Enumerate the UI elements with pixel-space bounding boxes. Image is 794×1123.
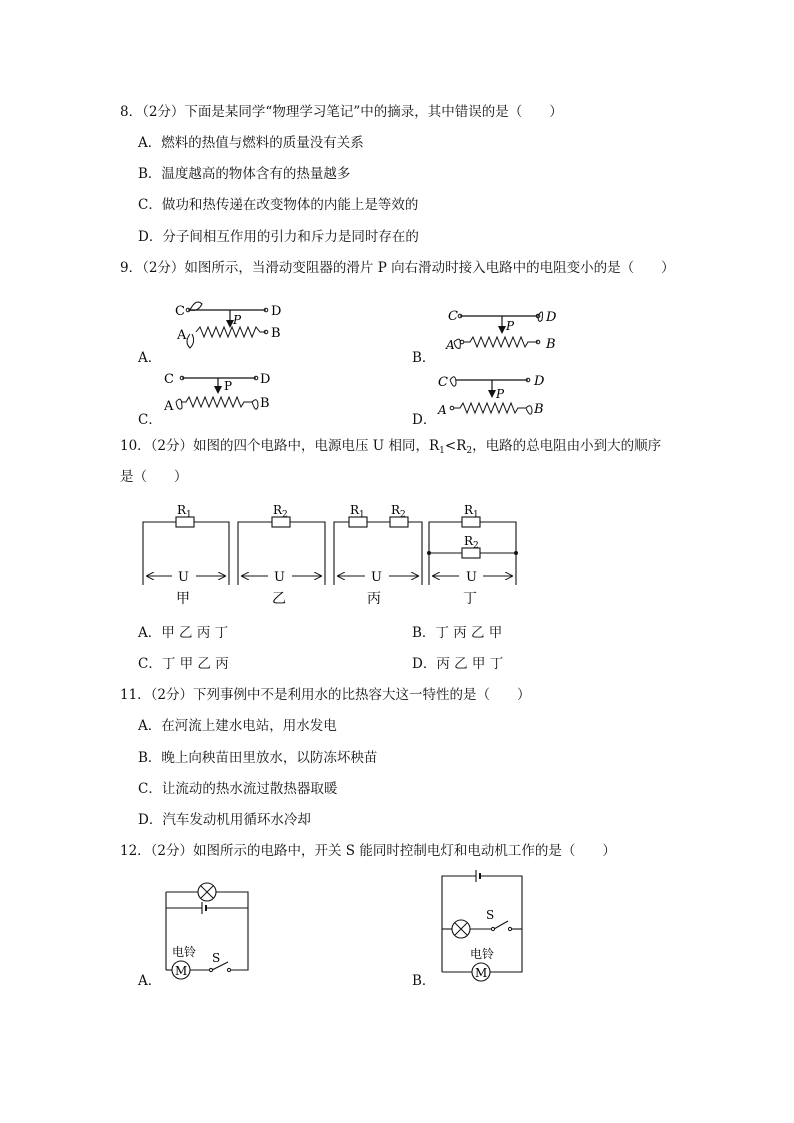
q8-option-b: B．温度越高的物体含有的热量越多 — [138, 166, 351, 182]
q9-rheostat-b — [440, 302, 570, 358]
circuit-jia — [143, 503, 229, 607]
motor-symbol: M — [175, 964, 188, 978]
circuit-name: 甲 — [176, 591, 190, 607]
resistor-label: $R_2$ — [391, 503, 406, 520]
label-p: P — [496, 387, 505, 401]
label-d: D — [546, 310, 557, 325]
battery-icon — [202, 902, 206, 914]
q12-circuit-b — [436, 868, 532, 980]
q9-rheostat-a — [160, 290, 290, 350]
battery-icon — [476, 870, 480, 882]
q8-option-a: A．燃料的热值与燃料的质量没有关系 — [138, 135, 364, 151]
motor-label: 电铃 — [470, 947, 495, 961]
q11-option-d: D．汽车发动机用循环水冷却 — [138, 812, 311, 828]
label-b: B — [260, 396, 270, 411]
label-d: D — [534, 374, 545, 389]
voltage-label: U — [466, 570, 477, 585]
q12-circuit-a — [160, 876, 256, 980]
lamp-icon — [452, 920, 470, 938]
voltage-label: U — [371, 570, 382, 585]
lamp-icon — [198, 883, 216, 901]
circuit-name: 乙 — [272, 591, 286, 607]
switch-icon — [491, 921, 511, 931]
q10-circuits — [138, 500, 530, 610]
voltage-label: U — [274, 570, 285, 585]
q8-option-d: D．分子间相互作用的引力和斥力是同时存在的 — [138, 229, 419, 245]
label-b: B — [546, 337, 556, 352]
q10-option-c: C．丁 甲 乙 丙 — [138, 656, 229, 672]
circuit-ding — [427, 503, 518, 607]
circuit-yi — [238, 503, 325, 607]
motor-icon — [172, 961, 190, 979]
q9-option-c: C． — [138, 412, 162, 428]
label-d: D — [260, 372, 271, 387]
q10-option-b: B．丁 丙 乙 甲 — [412, 625, 503, 641]
resistor-label: $R_2$ — [464, 534, 479, 551]
resistor-label: $R_2$ — [273, 503, 288, 520]
q11-option-c: C．让流动的热水流过散热器取暖 — [138, 781, 338, 797]
label-a: A — [177, 328, 187, 343]
label-b: B — [534, 402, 544, 417]
q10-stem: 10．（2分）如图的四个电路中，电源电压 U 相同，$R_1<R_2$，电路的总电阻由小到大的顺序 — [120, 438, 662, 456]
q9-option-d: D． — [412, 412, 437, 428]
label-a: A — [438, 403, 447, 417]
label-p: P — [233, 313, 242, 327]
label-c: C — [448, 309, 458, 324]
label-d: D — [271, 304, 282, 319]
q9-rheostat-c — [160, 366, 290, 422]
label-c: C — [175, 304, 185, 319]
q10-stem-line2: 是（ ） — [120, 469, 188, 485]
circuit-bing — [334, 503, 422, 607]
circuit-name: 丙 — [367, 591, 381, 607]
label-p: P — [224, 379, 233, 393]
q11-option-a: A．在河流上建水电站，用水发电 — [138, 718, 337, 734]
q11-option-b: B．晚上向秧苗田里放水，以防冻坏秧苗 — [138, 750, 378, 766]
q11-stem: 11．（2分）下列事例中不是利用水的比热容大这一特性的是（ ） — [120, 687, 531, 703]
resistor-label: $R_1$ — [464, 503, 479, 520]
q9-option-b: B． — [412, 350, 436, 366]
voltage-label: U — [178, 570, 189, 585]
switch-label: S — [486, 908, 495, 922]
resistor-label: $R_1$ — [177, 503, 192, 520]
resistor-label: $R_1$ — [350, 503, 365, 520]
label-c: C — [164, 372, 174, 387]
label-p: P — [506, 319, 515, 333]
q9-stem: 9．（2分）如图所示，当滑动变阻器的滑片 P 向右滑动时接入电路中的电阻变小的是（ ） — [120, 260, 675, 276]
q12-stem: 12．（2分）如图所示的电路中，开关 S 能同时控制电灯和电动机工作的是（ ） — [120, 843, 616, 859]
circuit-name: 丁 — [463, 591, 477, 607]
label-b: B — [271, 326, 281, 341]
motor-label: 电铃 — [172, 945, 197, 959]
q8-option-c: C．做功和热传递在改变物体的内能上是等效的 — [138, 197, 419, 213]
q12-option-a: A． — [138, 973, 162, 989]
label-a: A — [164, 399, 174, 414]
q9-rheostat-d — [436, 368, 566, 424]
q10-option-d: D．丙 乙 甲 丁 — [412, 656, 504, 672]
q8-stem: 8．（2分）下面是某同学“物理学习笔记”中的摘录，其中错误的是（ ） — [120, 104, 563, 120]
q10-option-a: A．甲 乙 丙 丁 — [138, 625, 229, 641]
q9-option-a: A． — [138, 350, 162, 366]
label-c: C — [438, 375, 448, 390]
q12-option-b: B． — [412, 973, 436, 989]
switch-label: S — [212, 951, 221, 965]
label-a: A — [446, 338, 455, 352]
motor-icon — [472, 963, 490, 981]
motor-symbol: M — [475, 966, 488, 980]
